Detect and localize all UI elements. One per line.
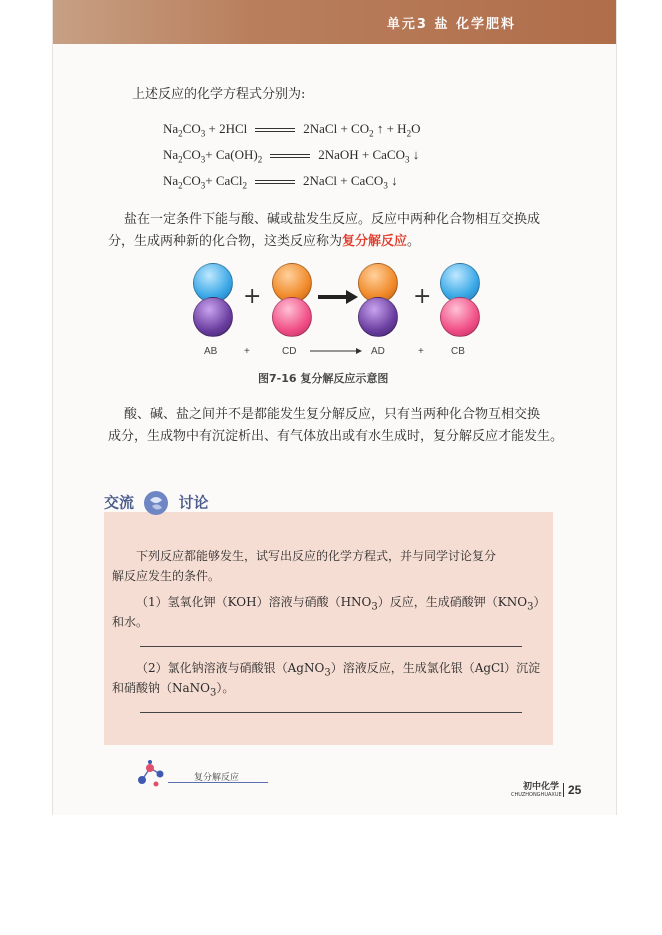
- equals-sign: [255, 180, 295, 184]
- page-number: 25: [563, 783, 581, 797]
- figure-caption: 图7-16 复分解反应示意图: [258, 372, 389, 385]
- equation-3: [163, 173, 398, 191]
- equations-intro: 上述反应的化学方程式分别为:: [132, 87, 306, 102]
- label-ad: AD: [371, 346, 385, 357]
- question-2-line-1: （2）氯化钠溶液与硝酸银（AgNO$_3$）溶液反应，生成氯化银（AgCl）沉淀: [136, 661, 541, 679]
- equation-2-lhs: $Na_2CO_3+ Ca(OH)_2$: [163, 147, 263, 165]
- atom-d-pink: [272, 297, 312, 337]
- discussion-title: [104, 490, 209, 516]
- equation-3-lhs: $Na_2CO_3+$ CaCl$_2$: [163, 173, 248, 191]
- discussion-title-right: 讨论: [178, 493, 209, 512]
- paragraph-1-text: 分，生成两种新的化合物，这类反应称为: [108, 234, 343, 249]
- question-2-line-2: 和硝酸钠（NaNO$_3$）。: [112, 681, 235, 699]
- key-term: 复分解反应: [342, 234, 408, 249]
- footer-rule: [168, 782, 268, 783]
- equation-3-rhs: 2NaCl + CaCO$_3$ ↓: [303, 173, 398, 191]
- equation-1: [163, 121, 420, 139]
- paragraph-2-line-2: 成分，生成物中有沉淀析出、有气体放出或有水生成时，复分解反应才能发生。: [108, 429, 564, 444]
- paragraph-1-line-1: 盐在一定条件下能与酸、碱或盐发生反应。反应中两种化合物相互交换成: [124, 212, 541, 227]
- equation-2-rhs: 2NaOH + CaCO$_3$ ↓: [318, 147, 420, 165]
- page-header: [53, 0, 616, 44]
- plus-sign: +: [243, 284, 262, 309]
- paragraph-2-line-1: 酸、碱、盐之间并不是都能发生复分解反应，只有当两种化合物互相交换: [124, 407, 541, 422]
- label-cb: CB: [451, 346, 465, 357]
- equals-sign: [255, 128, 295, 132]
- equation-1-lhs: $Na_2CO_3 + 2HCl$: [163, 121, 248, 139]
- equals-sign: [270, 154, 310, 158]
- book-title: 初中化学: [523, 782, 560, 792]
- answer-line-1: [140, 646, 522, 647]
- atom-d-pink: [440, 297, 480, 337]
- label-plus: +: [418, 346, 424, 357]
- reaction-arrow-icon: [318, 290, 358, 304]
- atom-b-purple: [358, 297, 398, 337]
- equation-1-rhs: 2NaCl + $CO_2$ ↑ + $H_2O$: [303, 121, 421, 139]
- atom-b-purple: [193, 297, 233, 337]
- plus-sign: +: [413, 284, 432, 309]
- paragraph-1-line-2: [108, 232, 420, 252]
- paragraph-1-end: 。: [407, 234, 421, 249]
- molecule-icon: [136, 760, 168, 788]
- discussion-title-left: 交流: [104, 493, 135, 512]
- question-1-line-1: （1）氢氧化钾（KOH）溶液与硝酸$(HNO_3)$反应，生成硝酸钾$(KNO_3)$: [136, 595, 546, 613]
- discussion-intro-line-2: 解反应发生的条件。: [112, 569, 221, 583]
- chat-bubble-icon: [143, 490, 169, 516]
- equation-2: [163, 147, 419, 165]
- book-title-pinyin: CHUZHONGHUAXUE: [511, 792, 562, 798]
- label-ab: AB: [204, 346, 218, 357]
- label-plus: +: [244, 346, 250, 357]
- label-arrow-icon: [310, 346, 362, 356]
- unit-title: 单元3 盐 化学肥料: [386, 17, 516, 32]
- question-1-line-2: 和水。: [112, 615, 149, 629]
- discussion-intro-line-1: 下列反应都能够发生，试写出反应的化学方程式，并与同学讨论复分: [136, 549, 497, 563]
- answer-line-2: [140, 712, 522, 713]
- label-cd: CD: [282, 346, 297, 357]
- footer-keyword: 复分解反应: [194, 773, 240, 783]
